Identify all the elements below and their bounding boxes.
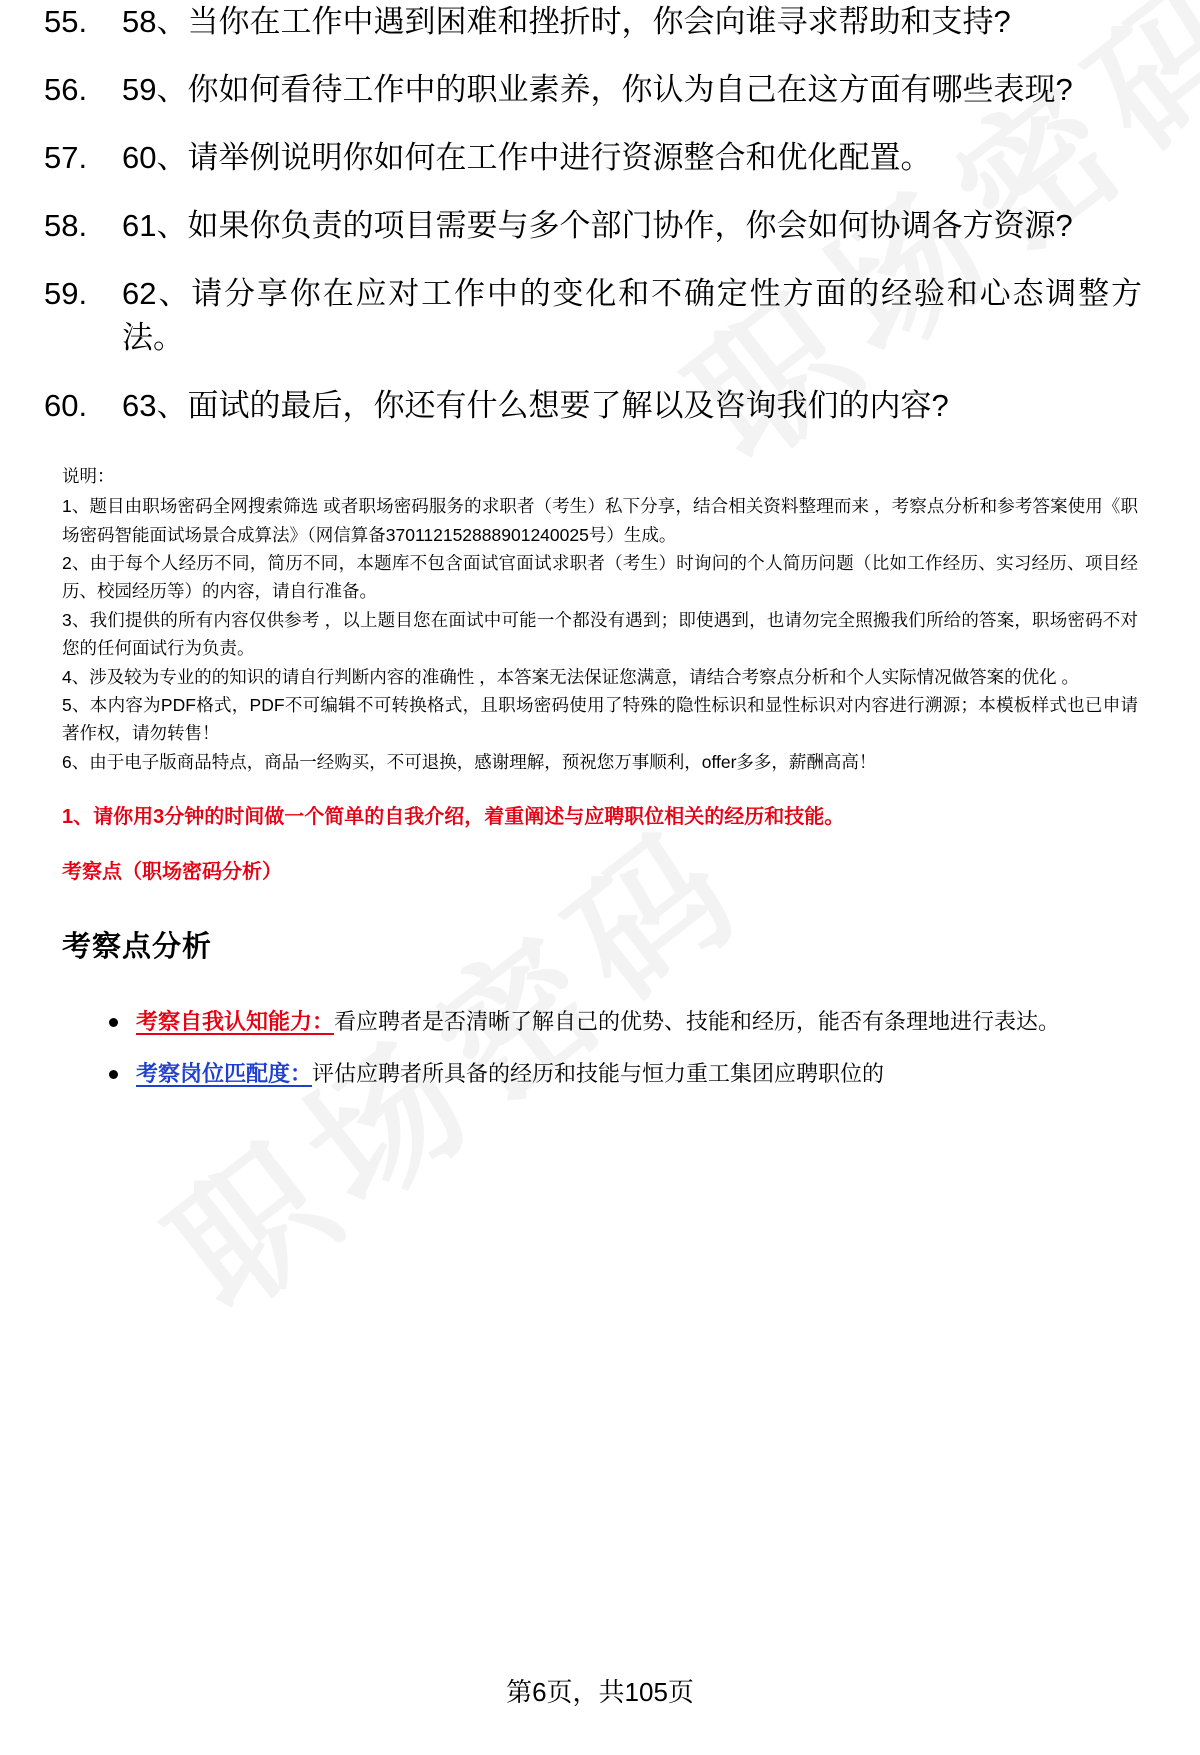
question-text: 58、当你在工作中遇到困难和挫折时，你会向谁寻求帮助和支持? [122, 4, 1011, 39]
question-item [44, 68, 1142, 112]
bullet-label: 考察自我认知能力： [136, 1009, 335, 1035]
list-item [136, 999, 1142, 1044]
question-item [44, 136, 1142, 180]
note-line: 4、涉及较为专业的的知识的请自行判断内容的准确性 ，本答案无法保证您满意，请结合考察点分析和个人实际情况做答案的优化 。 [62, 666, 1079, 687]
notes-title: 说明： [62, 466, 115, 487]
question-text: 59、你如何看待工作中的职业素养，你认为自己在这方面有哪些表现? [122, 72, 1073, 108]
question-text: 62、请分享你在应对工作中的变化和不确定性方面的经验和心态调整方法。 [122, 276, 1142, 356]
page-footer: 第6页，共105页 [506, 1677, 694, 1707]
note-line: 5、本内容为PDF格式，PDF不可编辑不可转换格式，且职场密码使用了特殊的隐性标识和显性标识对内容进行溯源；本模板样式也已申请著作权，请勿转售！ [62, 694, 1138, 744]
note-line: 1、题目由职场密码全网搜索筛选 或者职场密码服务的求职者（考生）私下分享，结合相关资料整理而来 ，考察点分析和参考答案使用《职场密码智能面试场景合成算法》（网信算备370112152888901240025号）生成。 [62, 496, 1138, 545]
bullet-text: 评估应聘者所具备的经历和技能与恒力重工集团应聘职位的 [312, 1060, 885, 1086]
notes-block [44, 462, 1142, 776]
question-item [44, 272, 1142, 360]
question-item [44, 0, 1142, 44]
question-text: 63、面试的最后，你还有什么想要了解以及咨询我们的内容? [122, 388, 949, 424]
question-number: 59. [44, 276, 88, 312]
question-item [44, 384, 1142, 428]
question-list [44, 0, 1142, 428]
bullet-text: 看应聘者是否清晰了解自己的优势、技能和经历，能否有条理地进行表达。 [334, 1009, 1061, 1035]
list-item [136, 1051, 1142, 1096]
assessment-point-subtitle: 考察点（职场密码分析） [62, 861, 282, 884]
question-text: 60、请举例说明你如何在工作中进行资源整合和优化配置。 [122, 140, 932, 176]
bullet-label: 考察岗位匹配度： [136, 1060, 313, 1086]
question-number: 60. [44, 388, 88, 424]
question-number: 57. [44, 140, 88, 176]
question-number: 58. [44, 208, 88, 244]
section-heading: 考察点分析 [62, 931, 213, 964]
question-number: 55. [44, 4, 88, 39]
note-line: 6、由于电子版商品特点，商品一经购买，不可退换，感谢理解，预祝您万事顺利，offer多多，薪酬高高！ [62, 751, 877, 772]
note-line: 3、我们提供的所有内容仅供参考 ，以上题目您在面试中可能一个都没有遇到；即使遇到，也请勿完全照搬我们所给的答案，职场密码不对您的任何面试行为负责。 [62, 609, 1138, 659]
question-text: 61、如果你负责的项目需要与多个部门协作，你会如何协调各方资源? [122, 208, 1073, 244]
question-item [44, 204, 1142, 248]
highlighted-question: 1、请你用3分钟的时间做一个简单的自我介绍，着重阐述与应聘职位相关的经历和技能。 [62, 805, 845, 828]
analysis-bullet-list [44, 999, 1142, 1095]
note-line: 2、由于每个人经历不同，简历不同，本题库不包含面试官面试求职者（考生）时询问的个人简历问题（比如工作经历、实习经历、项目经历、校园经历等）的内容，请自行准备。 [62, 553, 1138, 602]
question-number: 56. [44, 72, 88, 108]
